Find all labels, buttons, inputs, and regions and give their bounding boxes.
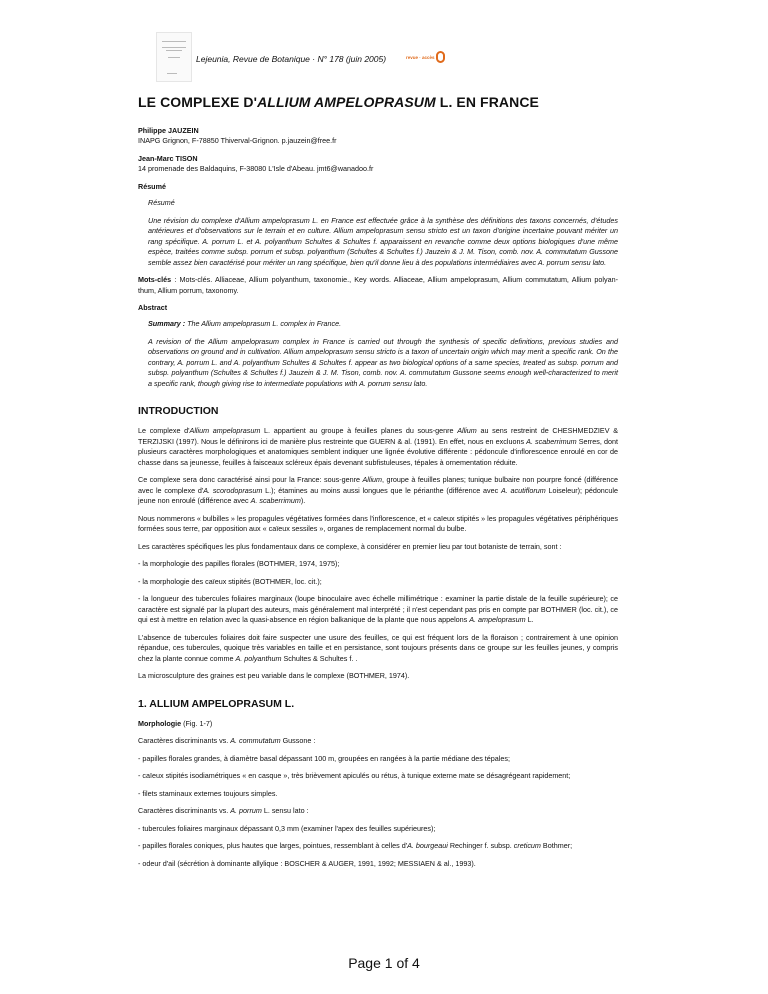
journal-cover-thumbnail (156, 32, 192, 82)
section-heading-introduction: INTRODUCTION (138, 405, 219, 417)
paragraph: Caractères discriminants vs. A. commutatum Gussone : (138, 736, 316, 745)
list-item: - filets staminaux externes toujours simples. (138, 788, 278, 798)
paragraph: Caractères discriminants vs. A. porrum L. sensu lato : (138, 806, 309, 815)
paragraph: Nous nommerons « bulbilles » les propagules végétatives formées dans l'inflorescence, et « caïeux stipités » les propagules végétatives périphériques formées sous terre, par opposition aux « caïeux sessiles », organes de remplacement normal du bulbe. (138, 513, 618, 533)
list-item: - papilles florales grandes, à diamètre basal dépassant 100 m, groupées en rangées à la partie médiane des tépales; (138, 753, 510, 763)
paragraph: Les caractères spécifiques les plus fondamentaux dans ce complexe, à considérer en premier lieu par tout botaniste de terrain, sont : (138, 541, 562, 551)
paragraph: L'absence de tubercules foliaires doit faire suspecter une usure des feuilles, ce qui est fréquent lors de la floraison ; contrairement à une opinion répandue, ces tubercules, quoique très variables en taille et en persistance, sont toujours présents dans ce groupe sur les feuilles jeunes, y compris chez la plante connue comme A. polyanthum Schultes & Schultes f. . (138, 632, 618, 663)
resume-subtitle: Résumé (148, 198, 175, 207)
page-number-footer: Page 1 of 4 (348, 955, 420, 971)
journal-reference: Lejeunia, Revue de Botanique · N° 178 (juin 2005) (196, 54, 387, 64)
list-item: - la morphologie des papilles florales (BOTHMER, 1974, 1975); (138, 559, 340, 568)
keywords: Mots-clés : Mots-clés. Alliaceae, Allium polyanthum, taxonomie., Key words. Alliaceae, Allium ampeloprasum, Allium commutatum, Allium polyan-thum, Allium porrum, taxonomy. (138, 275, 618, 295)
author-block (138, 126, 618, 146)
abstract-summary-title: Summary : The Allium ampeloprasum L. complex in France. (148, 319, 342, 328)
open-access-logo (406, 51, 445, 63)
list-item: - la morphologie des caïeux stipités (BOTHMER, loc. cit.); (138, 576, 322, 586)
author-name: Philippe JAUZEIN (138, 126, 199, 135)
page-header (150, 30, 670, 85)
list-item: - papilles florales coniques, plus hautes que larges, pointues, ressemblant à celles d'A. bourgeaui Rechinger f. subsp. creticum Bothmer; (138, 841, 573, 850)
list-item: - odeur d'ail (sécrétion à dominante allylique : BOSCHER & AUGER, 1991, 1992; MESSIAEN & al., 1993). (138, 858, 476, 868)
paragraph: Le complexe d'Allium ampeloprasum L. appartient au groupe à feuilles planes du sous-genre Allium au sens restreint de CHESHMEDZIEV & TERZIJSKI (1997). Nous le définirons ici de manière plus restreinte que GUERN & al. (1991). En effet, nous en excluons A. scaberrimum Serres, dont plusieurs caractères morphologiques et anatomiques semblent indiquer une lignée évolutive différente : pédoncule d'inflorescence enroulé en cor de chasse dans sa jeunesse, feuilles à faisceaux scléreux épais devenant subfistuleuses, tépales à ornementation réduite. (138, 426, 618, 467)
author-affiliation: 14 promenade des Baldaquins, F-38080 L'Isle d'Abeau. jmt6@wanadoo.fr (138, 164, 374, 173)
author-affiliation: INAPG Grignon, F-78850 Thiverval-Grignon. p.jauzein@free.fr (138, 136, 337, 145)
paragraph: Ce complexe sera donc caractérisé ainsi pour la France: sous-genre Allium, groupe à feuilles planes; tunique bulbaire non pourpre foncé (différence avec le complexe d'A. scorodoprasum L.); étamines au moins aussi longues que le périanthe (différence avec A. acutiflorum Loiseleur); pédoncule jeune non enroulé (différence avec A. scaberrimum). (138, 475, 618, 505)
paragraph: La microsculpture des graines est peu variable dans le complexe (BOTHMER, 1974). (138, 671, 410, 680)
list-item: - tubercules foliaires marginaux dépassant 0,3 mm (examiner l'apex des feuilles supérieures); (138, 823, 436, 833)
subsection-heading: Morphologie (Fig. 1-7) (138, 718, 213, 728)
author-block (138, 154, 618, 174)
open-access-lock-icon (436, 51, 445, 63)
article-body (138, 94, 618, 876)
article-title: LE COMPLEXE D'ALLIUM AMPELOPRASUM L. EN FRANCE (138, 94, 539, 110)
author-name: Jean-Marc TISON (138, 154, 198, 163)
list-item: - la longueur des tubercules foliaires marginaux (loupe binoculaire avec échelle millimétrique : examiner la partie distale de la feuille supérieure); ce caractère est signalé par la plupart des auteurs, mais généralement mal interprété ; il n'est cependant pas pris en compte par BOTHMER (loc. cit.), ce qui est à mettre en relation avec la quasi-absence en région balkanique de la plante que nous appelons A. ampeloprasum L. (138, 594, 618, 624)
oa-logo-text: revue · accès (406, 54, 435, 60)
abstract-label: Abstract (138, 303, 168, 312)
resume-text: Une révision du complexe d'Allium ampeloprasum L. en France est effectuée grâce à la synthèse des définitions des taxons concernés, d'études antérieures et d'observations sur le terrain et en culture. Allium ampeloprasum sensu stricto est un taxon d'origine incertaine pouvant mériter un rang spécifique. A. porrum L. et A. polyanthum Schultes & Schultes f. apparaissent en revanche comme deux options biologiques d'une même espèce, traitées comme subsp. porrum et subsp. polyanthum (Schultes & Schultes f.) Jauzein & J. M. Tison, comb. nov. A. commutatum Gussone semble assez bien caractérisé pour mériter un rang spécifique, bien qu'il donne lieu à des populations intermédiaires avec A. porrum sensu lato. (148, 215, 618, 267)
section-heading-allium-ampeloprasum: 1. ALLIUM AMPELOPRASUM L. (138, 697, 295, 710)
resume-label: Résumé (138, 182, 166, 191)
abstract-text: A revision of the Allium ampeloprasum complex in France is carried out through the synthesis of specific definitions, previous studies and observations on ground and in cultivation. Allium ampeloprasum sensu stricto is a taxon of uncertain origin which may merit a specific rank. On the contrary, A. porrum L. and A. polyanthum Schultes & Schultes f. appear as two biological options of a same species, treated as subsp. porrum and subsp. polyanthum (Schultes & Schultes f.) Jauzein & J. M. Tison, comb. nov. A. commutatum Gussone seems enough well-characterized to merit a specific rank, though giving rise to intermediate populations with A. porrum sensu lato. (148, 336, 618, 388)
list-item: - caïeux stipités isodiamétriques « en casque », très brièvement apiculés ou rétus, à tunique externe mate se désagrégeant rapidement; (138, 771, 571, 780)
